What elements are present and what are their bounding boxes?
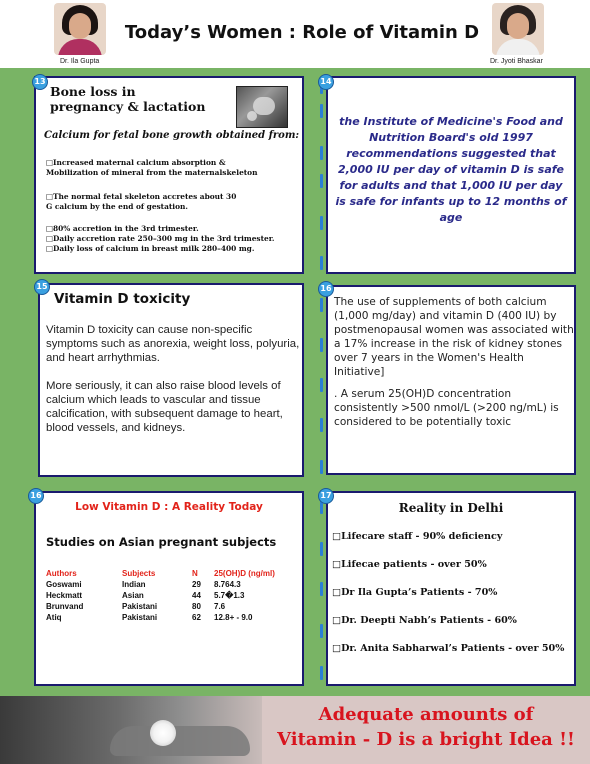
slide-number-badge: 17 — [318, 488, 334, 504]
slide-number-badge: 13 — [32, 74, 48, 90]
slide-paragraph: . A serum 25(OH)D concentration consistently >500 nmol/L (>200 ng/mL) is considered to be potentially toxic — [334, 388, 559, 428]
list-item: □Dr Ila Gupta’s Patients - 70% — [332, 587, 498, 598]
table-cell: 12.8+ - 9.0 — [214, 613, 253, 622]
table-row — [46, 601, 294, 612]
table-cell: 7.6 — [214, 602, 226, 611]
slide-bone-loss — [34, 76, 304, 274]
table-cell: 5.7�1.3 — [214, 591, 245, 600]
table-cell: 8.764.3 — [214, 580, 241, 589]
slide-heading: Reality in Delhi — [398, 501, 504, 515]
slide-subheading: Studies on Asian pregnant subjects — [46, 535, 277, 549]
table-cell: Pakistani — [122, 602, 158, 611]
slide-number-badge: 14 — [318, 74, 334, 90]
table-cell: 44 — [192, 591, 201, 600]
slide-heading: Low Vitamin D : A Reality Today — [75, 501, 263, 513]
portrait-caption-left: Dr. Ila Gupta — [60, 58, 100, 65]
portrait-dr-jyoti-bhaskar — [492, 3, 544, 55]
hand-sun-photo — [0, 696, 262, 764]
table-cell: 62 — [192, 613, 201, 622]
list-item: □Dr. Anita Sabharwal’s Patients - over 50% — [332, 643, 565, 654]
slide-number-badge: 16 — [28, 488, 44, 504]
sun-icon — [150, 720, 176, 746]
studies-table — [46, 568, 294, 623]
slide-subheading: Calcium for fetal bone growth obtained from: — [44, 130, 300, 141]
slide-low-vitamin-d — [34, 491, 304, 686]
column-header: N — [192, 568, 198, 578]
column-header: Authors — [46, 568, 77, 578]
slide-number-badge: 16 — [318, 281, 334, 297]
table-header-row — [46, 568, 294, 579]
table-cell: Pakistani — [122, 613, 158, 622]
slide-reality-in-delhi — [326, 491, 576, 686]
slide-vitamin-d-toxicity — [38, 283, 304, 477]
table-row — [46, 590, 294, 601]
slide-paragraph: □80% accretion in the 3rd trimester. □Daily accretion rate 250–300 mg in the 3rd trimester. □Daily loss of calcium in breast milk 280–400 mg. — [46, 224, 275, 253]
list-item: □Lifecae patients - over 50% — [332, 559, 487, 570]
list-item: □Dr. Deepti Nabh’s Patients - 60% — [332, 615, 517, 626]
slide-heading: Bone loss in pregnancy & lactation — [50, 84, 206, 114]
column-divider — [318, 76, 326, 688]
fetus-photo — [236, 86, 288, 128]
slide-text: the Institute of Medicine's Food and Nutrition Board's old 1997 recommendations suggested that 2,000 IU per day of vitamin D is safe for adults and that 1,000 IU per day is safe for infants up to 12 months of age — [335, 115, 567, 224]
table-cell: 29 — [192, 580, 201, 589]
table-cell: Asian — [122, 591, 144, 600]
slide-paragraph: □Increased maternal calcium absorption & Mobilization of mineral from the maternalskeleton — [46, 158, 258, 177]
slide-iom-recommendations — [326, 76, 576, 274]
slide-supplements-risk — [326, 285, 576, 475]
table-cell: Heckmatt — [46, 591, 83, 600]
portrait-caption-right: Dr. Jyoti Bhaskar — [490, 58, 543, 65]
list-item: □Lifecare staff - 90% deficiency — [332, 531, 503, 542]
table-cell: Goswami — [46, 580, 82, 589]
table-cell: 80 — [192, 602, 201, 611]
column-header: 25(OH)D (ng/ml) — [214, 568, 275, 578]
slide-paragraph: More seriously, it can also raise blood levels of calcium which leads to vascular and tissue calcification, with subsequent damage to heart, blood vessels, and kidneys. — [46, 380, 283, 434]
slide-number-badge: 15 — [34, 279, 50, 295]
page-header — [0, 0, 590, 68]
portrait-dr-ila-gupta — [54, 3, 106, 55]
slide-paragraph: The use of supplements of both calcium (1,000 mg/day) and vitamin D (400 IU) by postmenopausal women was associated with a 17% increase in the risk of kidney stones over 7 years in the Women's Health Initiative] — [334, 296, 574, 378]
table-cell: Brunvand — [46, 602, 84, 611]
table-row — [46, 579, 294, 590]
slide-paragraph: □The normal fetal skeleton accretes about 30 G calcium by the end of gestation. — [46, 192, 237, 211]
column-header: Subjects — [122, 568, 156, 578]
hand-shape — [110, 726, 250, 756]
slide-heading: Vitamin D toxicity — [54, 291, 191, 307]
slide-paragraph: Vitamin D toxicity can cause non-specific symptoms such as anorexia, weight loss, polyuria, and heart arrhythmias. — [46, 324, 300, 364]
page-footer — [0, 696, 590, 764]
footer-slogan: Adequate amounts of Vitamin - D is a bright Idea !! — [277, 704, 575, 750]
table-row — [46, 612, 294, 623]
page-title: Today’s Women : Role of Vitamin D — [124, 22, 480, 43]
table-cell: Atiq — [46, 613, 62, 622]
table-cell: Indian — [122, 580, 146, 589]
